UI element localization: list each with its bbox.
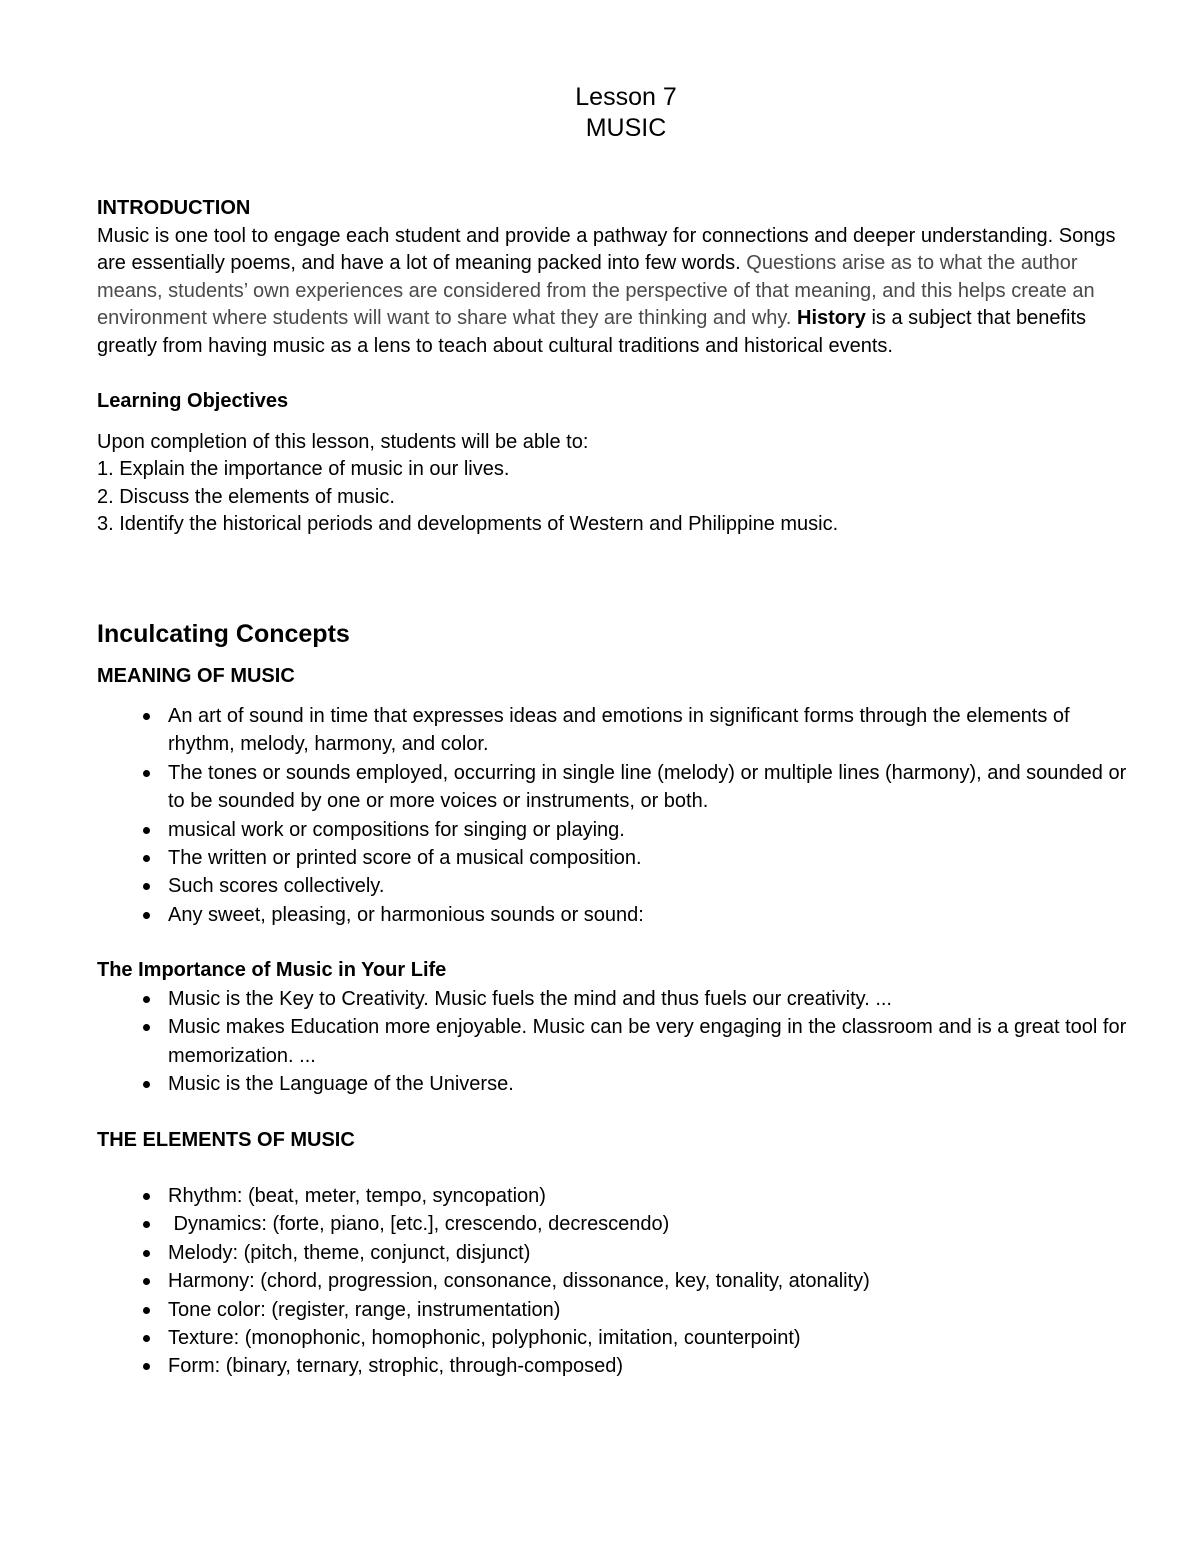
bullet-icon	[143, 996, 150, 1003]
introduction-text-part2: Questions arise as to what the author means, students’ own experiences are considered from the perspective of that meaning, and this helps create an environment where students will want to share what they are thinking and why.	[97, 252, 1095, 329]
list-item	[97, 1267, 1137, 1295]
bullet-icon	[143, 855, 150, 862]
bullet-icon	[143, 1278, 150, 1285]
list-item-text: The tones or sounds employed, occurring in single line (melody) or multiple lines (harmony), and sounded or to be sounded by one or more voices or instruments, or both.	[168, 761, 1127, 813]
list-item-text: Melody: (pitch, theme, conjunct, disjunct)	[168, 1241, 531, 1264]
objective-item: 2. Discuss the elements of music.	[97, 485, 395, 508]
introduction-paragraph	[97, 223, 1137, 361]
list-item	[97, 1239, 1137, 1267]
learning-objectives-list	[97, 429, 1137, 539]
list-item	[97, 1296, 1137, 1324]
bullet-icon	[143, 770, 150, 777]
list-item-text: Music makes Education more enjoyable. Music can be very engaging in the classroom and is a great tool for memorization. ...	[168, 1016, 1127, 1067]
list-item	[97, 816, 1137, 844]
objective-item: 3. Identify the historical periods and developments of Western and Philippine music.	[97, 513, 839, 535]
list-item-text: Rhythm: (beat, meter, tempo, syncopation)	[168, 1184, 546, 1207]
list-item-text: Music is the Key to Creativity. Music fuels the mind and thus fuels our creativity. ...	[168, 987, 892, 1010]
bullet-icon	[143, 827, 150, 834]
bullet-icon	[143, 1363, 150, 1370]
bullet-icon	[143, 1250, 150, 1257]
meaning-of-music-list	[97, 702, 1137, 929]
inculcating-concepts-heading: Inculcating Concepts	[97, 619, 350, 648]
list-item	[97, 702, 1137, 759]
list-item-text: Such scores collectively.	[168, 875, 385, 898]
bullet-icon	[143, 883, 150, 890]
bullet-icon	[143, 1335, 150, 1342]
importance-heading: The Importance of Music in Your Life	[97, 959, 447, 982]
list-item-text: Any sweet, pleasing, or harmonious sounds or sound:	[168, 903, 644, 926]
lesson-label: Lesson 7	[575, 83, 677, 111]
list-item-text: An art of sound in time that expresses ideas and emotions in significant forms through the elements of rhythm, melody, harmony, and color.	[168, 705, 1070, 756]
list-item-text: Dynamics: (forte, piano, [etc.], crescendo, decrescendo)	[168, 1213, 670, 1236]
bullet-icon	[143, 1307, 150, 1314]
list-item	[97, 1070, 1137, 1098]
bullet-icon	[143, 912, 150, 919]
list-item	[97, 1013, 1137, 1070]
list-item	[97, 901, 1137, 929]
elements-heading: THE ELEMENTS OF MUSIC	[97, 1129, 355, 1152]
list-item-text: The written or printed score of a musical composition.	[168, 847, 642, 870]
elements-list	[97, 1182, 1137, 1381]
list-item	[97, 1182, 1137, 1210]
list-item	[97, 985, 1137, 1013]
objective-item: 1. Explain the importance of music in our lives.	[97, 458, 510, 480]
bullet-icon	[143, 713, 150, 720]
bullet-icon	[143, 1081, 150, 1088]
bullet-icon	[143, 1193, 150, 1200]
lesson-title-block	[97, 82, 1137, 144]
list-item-text: Harmony: (chord, progression, consonance, dissonance, key, tonality, atonality)	[168, 1270, 870, 1293]
importance-list	[97, 985, 1137, 1099]
list-item	[97, 1324, 1137, 1352]
introduction-text-part1: Music is one tool to engage each student and provide a pathway for connections and deeper understanding. Songs are essentially poems, and have a lot of meaning packed into few words.	[97, 224, 1116, 274]
bullet-icon	[143, 1221, 150, 1228]
meaning-of-music-heading: MEANING OF MUSIC	[97, 664, 295, 687]
introduction-section	[97, 195, 1137, 360]
list-item	[97, 1210, 1137, 1238]
list-item-text: Tone color: (register, range, instrumentation)	[168, 1298, 561, 1321]
list-item-text: Music is the Language of the Universe.	[168, 1072, 514, 1095]
introduction-text-part3: is a subject that benefits greatly from having music as a lens to teach about cultural traditions and historical events.	[97, 307, 1087, 357]
list-item-text: musical work or compositions for singing or playing.	[168, 818, 625, 841]
learning-objectives-section	[97, 388, 1137, 539]
introduction-heading: INTRODUCTION	[97, 197, 251, 219]
lesson-title: MUSIC	[585, 114, 667, 142]
list-item	[97, 1352, 1137, 1380]
list-item	[97, 759, 1137, 816]
list-item-text: Texture: (monophonic, homophonic, polyphonic, imitation, counterpoint)	[168, 1326, 801, 1349]
document-page	[97, 82, 1137, 1381]
list-item	[97, 872, 1137, 900]
introduction-bold-word: History	[797, 307, 866, 329]
list-item	[97, 844, 1137, 872]
list-item-text: Form: (binary, ternary, strophic, through-composed)	[168, 1355, 623, 1378]
bullet-icon	[143, 1024, 150, 1031]
inculcating-concepts-section	[97, 618, 1137, 1381]
learning-objectives-intro: Upon completion of this lesson, students will be able to:	[97, 430, 589, 453]
learning-objectives-heading: Learning Objectives	[97, 390, 289, 412]
